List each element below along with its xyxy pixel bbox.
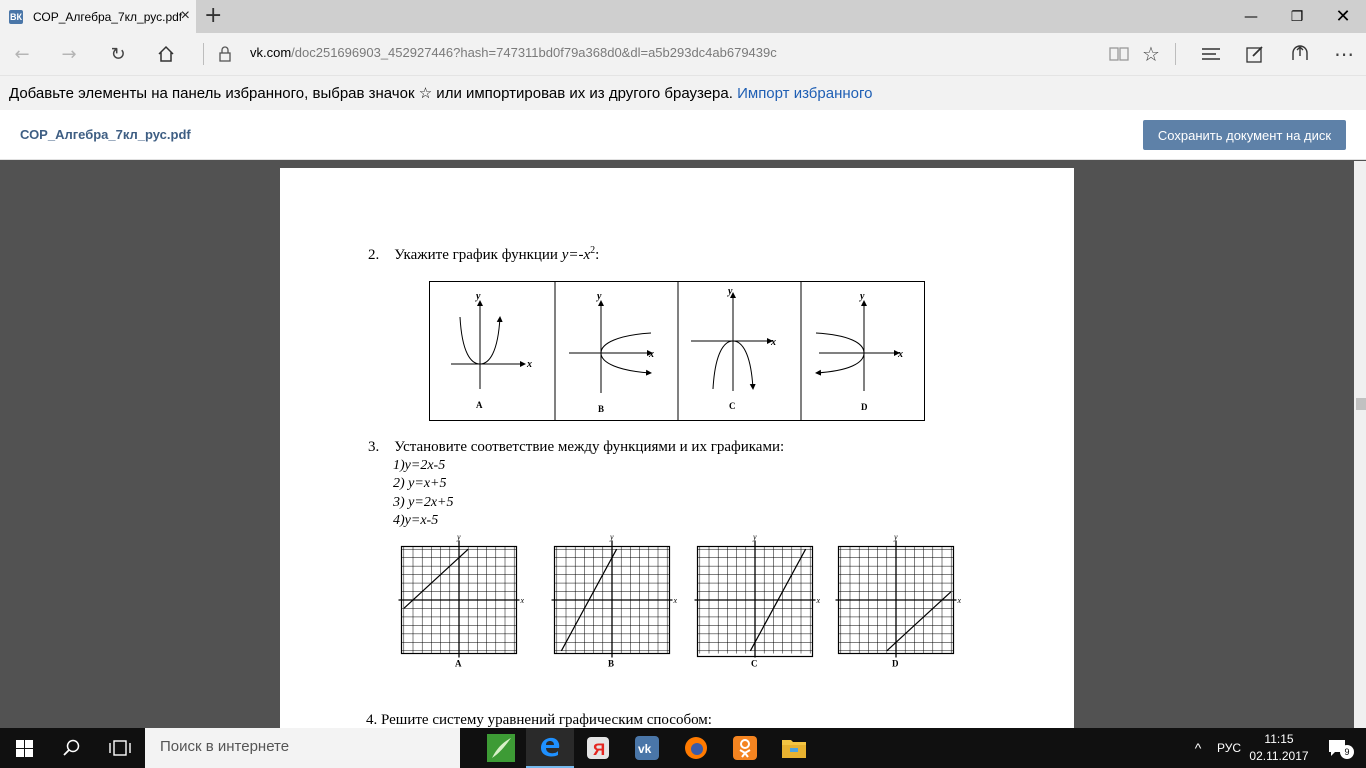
axis-y-label: y (457, 532, 461, 542)
url-path: /doc251696903_452927446?hash=747311bd0f79a368d0&dl=a5b293dc4ab679439c (291, 45, 777, 60)
svg-text:vk: vk (638, 742, 652, 756)
svg-text:y: y (860, 291, 865, 302)
task-view-icon[interactable] (96, 728, 144, 768)
q2-colon: : (595, 247, 600, 263)
edge-app-icon[interactable] (526, 728, 574, 768)
question-4: 4. Решите систему уравнений графическим способом: (366, 712, 712, 728)
svg-text:B: B (598, 404, 605, 414)
clock-date: 02.11.2017 (1249, 749, 1309, 763)
tab-bar (0, 0, 1366, 33)
graph-label: B (608, 658, 615, 669)
file-explorer-icon[interactable] (770, 728, 818, 768)
graph-label: C (751, 658, 758, 669)
taskbar-search-input[interactable]: Поиск в интернете (145, 728, 460, 768)
svg-text:y: y (597, 291, 602, 302)
restore-button[interactable]: ❐ (1290, 8, 1304, 25)
home-icon[interactable] (154, 42, 178, 66)
q3-graph-set (390, 530, 970, 680)
q3-function-4: 4)y=x-5 (393, 513, 439, 528)
q3-graph-c (695, 533, 821, 669)
back-arrow-icon[interactable]: ← (14, 43, 30, 65)
q3-graph-a (399, 533, 525, 669)
address-bar[interactable] (250, 45, 777, 60)
more-icon[interactable]: ⋯ (1334, 42, 1354, 66)
table-border (430, 282, 925, 421)
svg-text:A: A (476, 400, 483, 410)
axis-x-label: x (816, 596, 821, 605)
clock-time: 11:15 (1264, 732, 1294, 746)
reading-view-icon[interactable] (1107, 42, 1131, 66)
question-2 (368, 245, 599, 264)
scrollbar[interactable] (1354, 161, 1366, 728)
svg-text:x: x (527, 359, 532, 370)
forward-arrow-icon[interactable]: → (61, 43, 77, 65)
save-document-button[interactable]: Сохранить документ на диск (1143, 120, 1346, 150)
q2-graph-a (451, 291, 532, 410)
svg-text:x: x (649, 349, 654, 360)
q2-graph-table (429, 281, 925, 421)
axis-x-label: x (673, 596, 678, 605)
favorite-star-icon[interactable]: ☆ (1142, 42, 1160, 66)
start-windows-icon[interactable] (0, 728, 48, 768)
browser-tab[interactable] (0, 0, 196, 33)
clock[interactable] (1246, 728, 1312, 768)
action-center-icon[interactable] (1318, 728, 1358, 768)
import-favorites-link[interactable]: Импорт избранного (737, 85, 873, 102)
yandex-browser-icon[interactable] (574, 728, 622, 768)
web-note-icon[interactable] (1243, 42, 1267, 66)
taskbar (0, 728, 1366, 768)
svg-text:y: y (476, 291, 481, 302)
tray-chevron-up-icon[interactable]: ^ (1194, 740, 1202, 756)
paint-app-icon[interactable] (477, 728, 525, 768)
q3-function-3: 3) y=2x+5 (393, 495, 454, 510)
q2-graph-c (691, 286, 776, 411)
axis-y-label: y (610, 532, 614, 542)
odnoklassniki-icon[interactable] (721, 728, 769, 768)
svg-text:D: D (861, 402, 868, 412)
q2-text: Укажите график функции (394, 247, 558, 263)
refresh-icon[interactable]: ↻ (110, 43, 126, 65)
q2-number: 2. (368, 247, 380, 263)
vk-favicon-icon: ВК (10, 11, 22, 22)
svg-text:C: C (729, 401, 736, 411)
q3-text: Установите соответствие между функциями и их графиками: (394, 439, 785, 455)
tab-title: СОР_Алгебра_7кл_рус.pdf (33, 9, 183, 24)
q3-number: 3. (368, 439, 380, 455)
search-icon[interactable] (48, 728, 96, 768)
svg-text:x: x (898, 349, 903, 360)
graph-label: D (892, 658, 899, 669)
q3-function-2: 2) y=x+5 (393, 476, 447, 491)
axis-x-label: x (957, 596, 962, 605)
new-tab-button[interactable]: + (204, 3, 223, 28)
notification-count-badge: 9 (1340, 745, 1354, 759)
navigation-bar (0, 33, 1366, 76)
document-name[interactable]: СОР_Алгебра_7кл_рус.pdf (20, 127, 191, 142)
graph-label: A (455, 658, 462, 669)
axis-x-label: x (520, 596, 525, 605)
axis-y-label: y (753, 532, 757, 542)
close-tab-icon[interactable]: × (180, 7, 190, 24)
q2-exponent: 2 (590, 245, 596, 256)
q2-graph-d (816, 291, 903, 412)
axis-y-label: y (894, 532, 898, 542)
q2-formula: y=-x (561, 247, 591, 263)
svg-text:Я: Я (593, 740, 606, 759)
svg-text:x: x (771, 337, 776, 348)
question-3 (368, 439, 784, 456)
q2-graph-b (569, 291, 654, 414)
language-indicator[interactable]: РУС (1216, 741, 1242, 755)
lock-icon (213, 42, 237, 66)
scrollbar-thumb[interactable] (1356, 398, 1366, 410)
q3-graph-b (552, 533, 678, 669)
favorites-bar (0, 76, 1366, 110)
document-header (0, 110, 1366, 160)
svg-text:y: y (728, 286, 733, 297)
close-window-button[interactable]: ✕ (1335, 6, 1351, 27)
q3-function-1: 1)y=2x-5 (393, 458, 446, 473)
minimize-button[interactable]: — (1244, 8, 1258, 25)
firefox-icon[interactable] (672, 728, 720, 768)
favorites-hint: Добавьте элементы на панель избранного, выбрав значок ☆ или импортировав их из другого браузера. (9, 85, 733, 102)
url-host: vk.com (250, 45, 292, 60)
divider (203, 43, 204, 65)
vk-app-icon[interactable] (623, 728, 671, 768)
q3-graph-d (836, 533, 962, 669)
hub-icon[interactable] (1199, 42, 1223, 66)
share-icon[interactable] (1288, 42, 1312, 66)
pdf-page (280, 168, 1074, 738)
divider (1175, 43, 1176, 65)
